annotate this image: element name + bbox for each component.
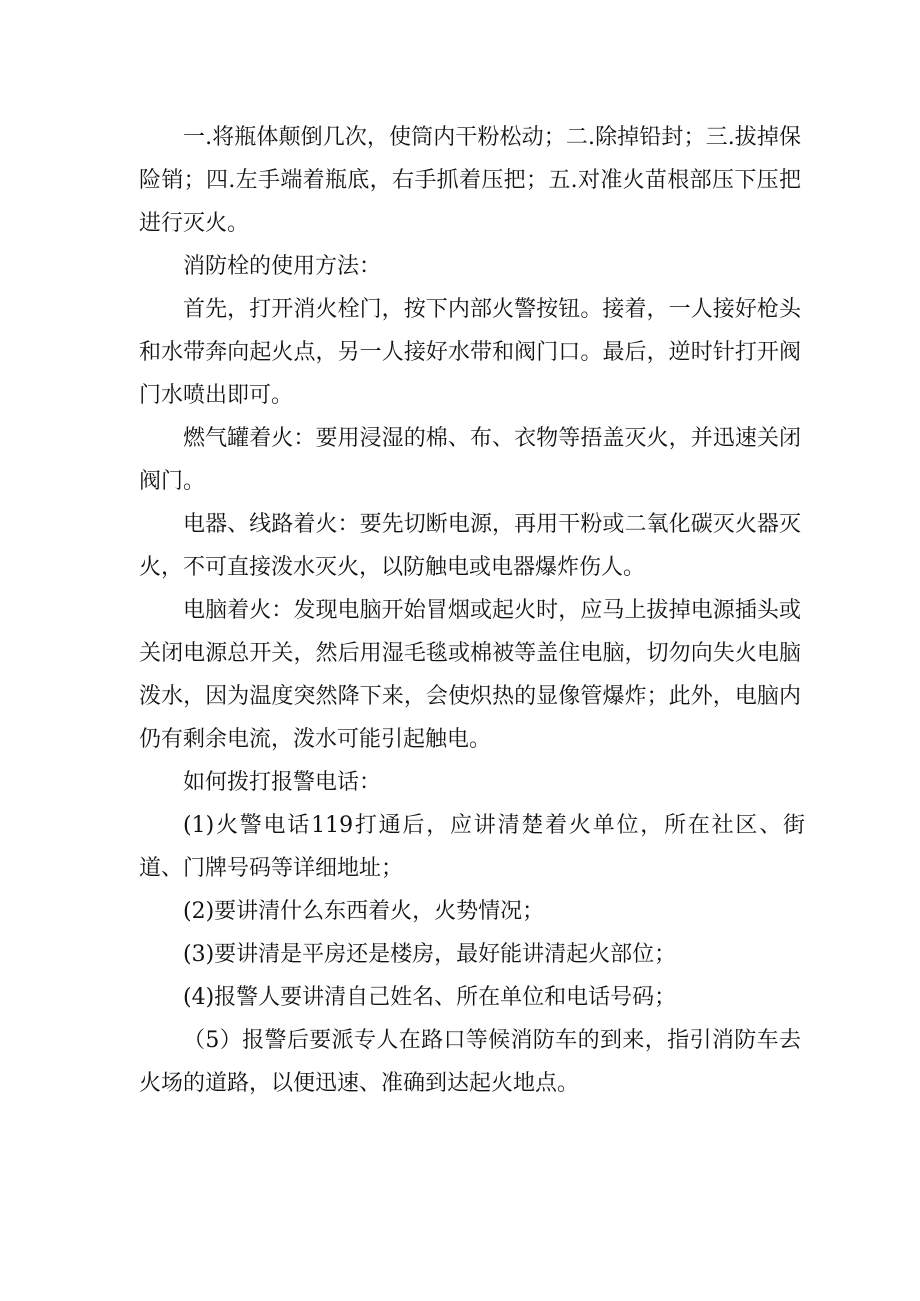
paragraph-electrical-fire: 电器、线路着火：要先切断电源，再用干粉或二氧化碳灭火器灭火，不可直接泼水灭火，以防触电或电器爆炸伤人。 <box>139 512 801 580</box>
paragraph-gas-tank-fire: 燃气罐着火：要用浸湿的棉、布、衣物等捂盖灭火，并迅速关闭阀门。 <box>139 426 801 494</box>
heading-how-to-call: 如何拨打报警电话： <box>183 770 382 795</box>
paragraph-extinguisher-steps: 一.将瓶体颠倒几次，使筒内干粉松动；二.除掉铅封；三.拔掉保险销；四.左手端着瓶底，右手抓着压把；五.对准火苗根部压下压把进行灭火。 <box>139 125 801 236</box>
paragraph-computer-fire: 电脑着火：发现电脑开始冒烟或起火时，应马上拔掉电源插头或关闭电源总开关，然后用湿毛毯或棉被等盖住电脑，切勿向失火电脑泼水，因为温度突然降下来，会使炽热的显像管爆炸；此外，电脑内仍有剩余电流，泼水可能引起触电。 <box>139 598 801 752</box>
list-item-call-1: (1)火警电话119打通后，应讲清楚着火单位，所在社区、街道、门牌号码等详细地址； <box>139 813 805 881</box>
list-item-call-3: (3)要讲清是平房还是楼房，最好能讲清起火部位； <box>183 942 677 967</box>
heading-hydrant-usage: 消防栓的使用方法： <box>183 254 382 279</box>
list-item-call-4: (4)报警人要讲清自己姓名、所在单位和电话号码； <box>183 985 677 1010</box>
list-item-call-5: （5）报警后要派专人在路口等候消防车的到来，指引消防车去火场的道路，以便迅速、准确到达起火地点。 <box>139 1028 801 1096</box>
document-body <box>139 116 805 1105</box>
paragraph-hydrant-steps: 首先，打开消火栓门，按下内部火警按钮。接着，一人接好枪头和水带奔向起火点，另一人接好水带和阀门口。最后，逆时针打开阀门水喷出即可。 <box>139 297 801 408</box>
list-item-call-2: (2)要讲清什么东西着火，火势情况； <box>183 899 545 924</box>
